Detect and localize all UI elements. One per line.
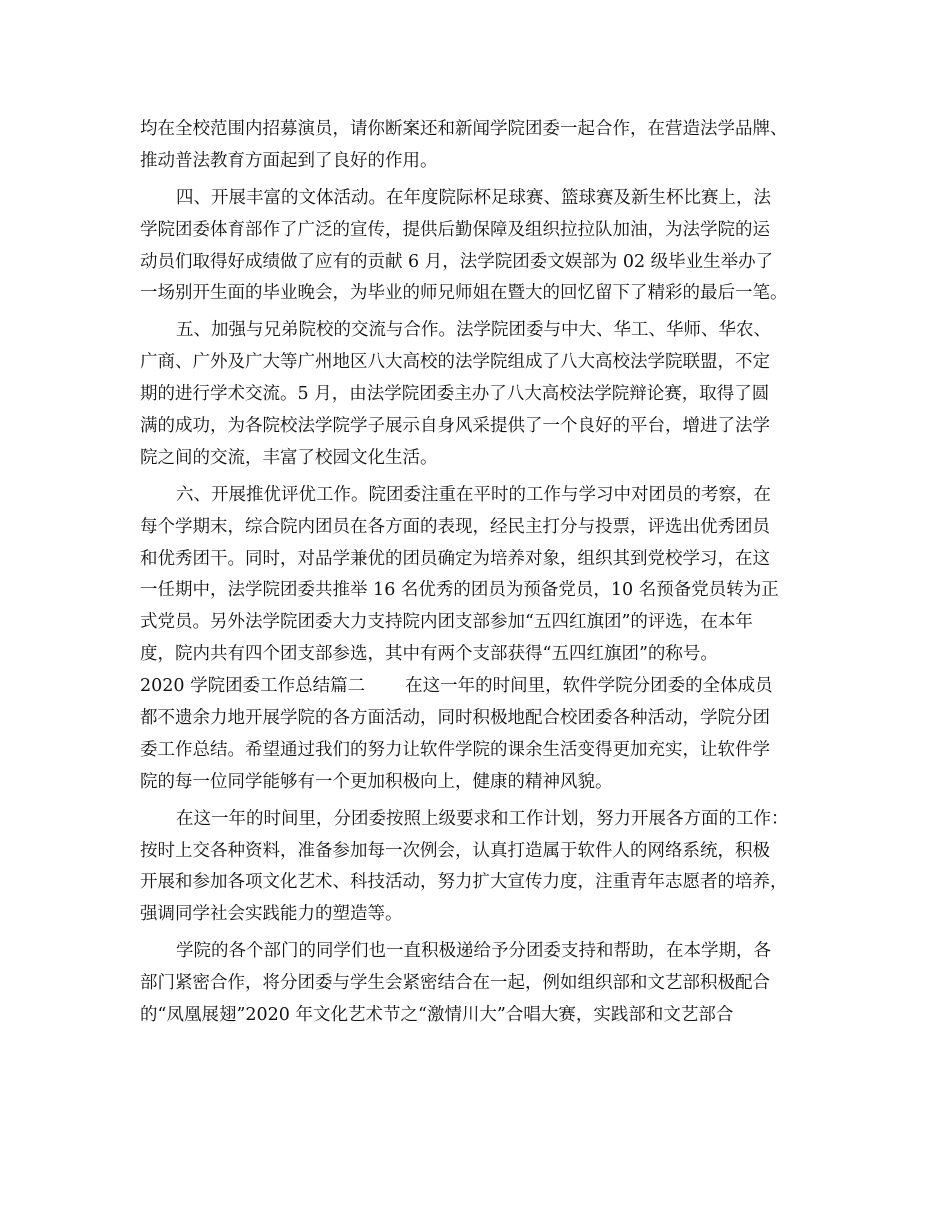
text-line: 均在全校范围内招募演员，请你断案还和新闻学院团委一起合作，在营造法学品牌、 <box>140 119 788 139</box>
text-line: 一场别开生面的毕业晚会，为毕业的师兄师姐在暨大的回忆留下了精彩的最后一笔。 <box>140 283 788 304</box>
document-body <box>140 114 830 1032</box>
paragraph-start-line: 五、加强与兄弟院校的交流与合作。法学院团委与中大、华工、华师、华农、 <box>176 320 771 341</box>
section-heading-line <box>140 671 830 703</box>
text-line: 一任期中，法学院团委共推举 16 名优秀的团员为预备党员，10 名预备党员转为正 <box>140 580 779 601</box>
text-line: 开展和参加各项文化艺术、科技活动，努力扩大宣传力度，注重青年志愿者的培养， <box>140 872 788 893</box>
text-line: 和优秀团干。同时，对品学兼优的团员确定为培养对象，组织其到党校学习，在这 <box>140 548 770 569</box>
text-line: 式党员。另外法学院团委大力支持院内团支部参加“五四红旗团”的评选，在本年 <box>140 612 753 633</box>
text-line: 每个学期末，综合院内团员在各方面的表现，经民主打分与投票，评选出优秀团员 <box>140 516 770 537</box>
text-line: 强调同学社会实践能力的塑造等。 <box>140 904 403 925</box>
text-line: 部门紧密合作，将分团委与学生会紧密结合在一起，例如组织部和文艺部积极配合 <box>140 973 770 994</box>
paragraph-start-line: 在这一年的时间里，分团委按照上级要求和工作计划，努力开展各方面的工作： <box>176 808 789 829</box>
text-line: 院之间的交流，丰富了校园文化生活。 <box>140 447 438 468</box>
text-line: 广商、广外及广大等广州地区八大高校的法学院组成了八大高校法学院联盟，不定 <box>140 352 770 373</box>
text-line: 满的成功，为各院校法学院学子展示自身风采提供了一个良好的平台，增进了法学 <box>140 416 770 437</box>
text-line: 院的每一位同学能够有一个更加积极向上，健康的精神风貌。 <box>140 771 613 792</box>
text-line: 期的进行学术交流。5 月，由法学院团委主办了八大高校法学院辩论赛，取得了圆 <box>140 384 770 405</box>
text-line: 度，院内共有四个团支部参选，其中有两个支部获得“五四红旗团”的称号。 <box>140 644 718 665</box>
paragraph-start-line: 学院的各个部门的同学们也一直积极递给予分团委支持和帮助，在本学期，各 <box>176 941 771 962</box>
text-line: 学院团委体育部作了广泛的宣传，提供后勤保障及组织拉拉队加油，为法学院的运 <box>140 219 770 240</box>
text-line: 委工作总结。希望通过我们的努力让软件学院的课余生活变得更加充实，让软件学 <box>140 739 770 760</box>
text-line: 按时上交各种资料，准备参加每一次例会，认真打造属于软件人的网络系统，积极 <box>140 840 770 861</box>
paragraph-start-line: 四、开展丰富的文体活动。在年度院际杯足球赛、篮球赛及新生杯比赛上，法 <box>176 187 771 208</box>
text-line: 都不遗余力地开展学院的各方面活动，同时积极地配合校团委各种活动，学院分团 <box>140 708 770 729</box>
text-line: 的“凤凰展翅”2020 年文化艺术节之“激情川大”合唱大赛，实践部和文艺部合 <box>140 1005 734 1026</box>
paragraph-start-line: 六、开展推优评优工作。院团委注重在平时的工作与学习中对团员的考察，在 <box>176 484 771 505</box>
section-text: 在这一年的时间里，软件学院分团委的全体成员 <box>405 676 773 697</box>
section-heading: 2020 学院团委工作总结篇二 <box>140 676 366 697</box>
text-line: 推动普法教育方面起到了良好的作用。 <box>140 150 438 171</box>
text-line: 动员们取得好成绩做了应有的贡献 6 月，法学院团委文娱部为 02 级毕业生举办了 <box>140 251 774 272</box>
